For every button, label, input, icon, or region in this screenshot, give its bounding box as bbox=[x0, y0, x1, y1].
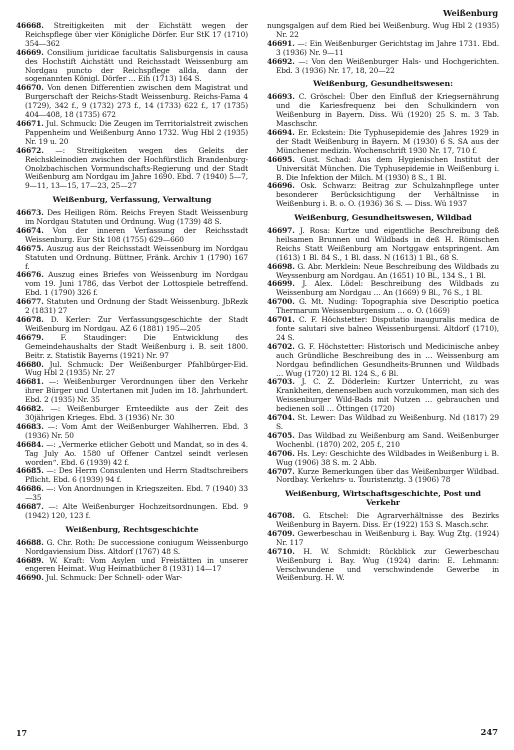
entry-text: —: Alte Weißenburger Hochzeitsordnungen. Ebd. 9 (1942) 120, 123 f. bbox=[25, 502, 248, 520]
entry-text: G. Etschel: Die Agrarverhältnisse des Bezirks Weißenburg in Bayern. Diss. Er (1922) 153 S. Masch.schr. bbox=[276, 511, 499, 530]
entry-text: G. Mt. Nuding: Topographia sive Descriptio poetica Thermarum Weissenburgensium … o. O. (1669) bbox=[276, 297, 499, 316]
entry-text: Streitigkeiten mit der Eichstätt wegen der Reichspflege über vier Königliche Dörfer. Eur StK 17 (1710) 354—362 bbox=[25, 22, 248, 48]
entry-number: 46688. bbox=[16, 537, 44, 547]
entry-text: Von denen Differentien zwischen dem Magistrat und Burgerschaft der Reichs-Stadt Weissenburg. Reichs-Fama 4 (1729), 342 f., 9 (1732) 273 f., 14 (1733) 622 f., 17 (1735) 404—408, 18 (1735) 672 bbox=[25, 83, 248, 120]
entry-number: 46708. bbox=[267, 511, 295, 521]
entry-number: 46694. bbox=[267, 127, 295, 137]
bibliography-entry bbox=[16, 485, 248, 503]
entry-text: —: Vom Amt der Weißenburger Wahlherren. Ebd. 3 (1936) Nr. 50 bbox=[25, 421, 248, 440]
section-heading: Weißenburg, Rechtsgeschichte bbox=[65, 524, 199, 534]
entry-number: 46679. bbox=[16, 332, 44, 342]
bibliography-entry bbox=[267, 156, 499, 183]
entry-number: 46675. bbox=[16, 243, 44, 253]
section-heading: Weißenburg, Wirtschaftsgeschichte, Post und Verkehr bbox=[285, 489, 481, 508]
entry-text: Osk. Schwarz: Beitrag zur Schulzahnpflege unter besonderer Berücksichtigung der Verhältnisse in Weißenburg i. B. o. O. (1936) 36 S. — Diss. Wü 1937 bbox=[276, 181, 499, 209]
entry-number: 46701. bbox=[267, 315, 295, 325]
entry-text: G. F. Höchstetter: Historisch und Medicinische anbey auch Gründliche Beschreibung des in … Weissenburg am Nordgau befindlichen Gesundheits-Brunnen und Wildbads … Wug (1720) 12 Bl. 124 S., 6 Bl. bbox=[276, 341, 499, 378]
bibliography-entry bbox=[267, 450, 499, 468]
bibliography-entry bbox=[16, 22, 248, 49]
entry-number: 46693. bbox=[267, 92, 295, 102]
bibliography-entry bbox=[267, 414, 499, 432]
entry-text: —: Des Herrn Consulenten und Herrn Stadtschreibers Pflicht. Ebd. 6 (1939) 94 f. bbox=[25, 466, 248, 485]
entry-number: 46684. bbox=[16, 439, 44, 449]
entry-number: 46699. bbox=[267, 279, 295, 289]
entry-number: 46700. bbox=[267, 297, 295, 307]
bibliography-entry bbox=[267, 548, 499, 584]
right-column bbox=[267, 22, 499, 722]
entry-number: 46690. bbox=[16, 573, 44, 583]
entry-text: Jul. Schmuck: Die Zeugen im Territorialstreit zwischen Pappenheim und Weißenburg Anno 1732. Wug Hbl 2 (1935) Nr. 19 u. 20 bbox=[25, 118, 248, 146]
entry-text: G. Chr. Roth: De successione coniugum Weissenburgo Nordgaviensium Diss. Altdorf (1767) 48 S. bbox=[25, 537, 248, 556]
entry-text: St. Lewer: Das Wildbad zu Weißenburg. Nd (1817) 29 S. bbox=[276, 413, 499, 431]
entry-text: Gewerbeschau in Weißenburg i. Bay. Wug Ztg. (1924) Nr. 117 bbox=[276, 528, 499, 547]
entry-text: Auszug aus der Reichsstadt Weissenburg im Nordgau Statuten und Ordnung. Büttner, Fränk. Archiv 1 (1790) 167 f. bbox=[25, 243, 248, 271]
section-heading: Weißenburg, Verfassung, Verwaltung bbox=[52, 195, 212, 205]
bibliography-entry bbox=[267, 58, 499, 76]
entry-number: 46670. bbox=[16, 83, 44, 93]
bibliography-entry bbox=[267, 40, 499, 58]
bibliography-entry bbox=[16, 361, 248, 379]
entry-number: 46672. bbox=[16, 145, 44, 155]
bibliography-entry bbox=[16, 298, 248, 316]
bibliography-entry bbox=[267, 298, 499, 316]
bibliography-entry bbox=[16, 147, 248, 192]
section-heading: Weißenburg, Gesundheitswesen, Wildbad bbox=[294, 213, 472, 223]
entry-number: 46673. bbox=[16, 208, 44, 218]
signature-mark: 17 bbox=[16, 728, 27, 738]
bibliography-entry bbox=[16, 539, 248, 557]
entry-text: Consilium juridicae facultatis Salisburgensis in causa des Hochstift Aichstätt und Reichsstadt Weissenburg am Nordgau puncto der Reichspflege allda, dann der sogenannten Königl. Dörfer … Eih (1713) 164 S. bbox=[25, 47, 248, 84]
bibliography-entry bbox=[16, 227, 248, 245]
entry-text: D. Kerler: Zur Verfassungsgeschichte der Stadt Weißenburg im Nordgau. AZ 6 (1881) 195—205 bbox=[25, 315, 248, 333]
section-heading: Weißenburg, Gesundheitswesen: bbox=[313, 79, 453, 89]
entry-number: 46678. bbox=[16, 315, 44, 324]
entry-number: 46705. bbox=[267, 430, 295, 440]
bibliography-entry bbox=[16, 574, 248, 583]
entry-text: Das Wildbad zu Weißenburg am Sand. Weißenburger Wochenbl. (1870) 202, 205 f., 210 bbox=[276, 430, 499, 449]
entry-number: 46676. bbox=[16, 270, 44, 280]
entry-text: J. Rosa: Kurtze und eigentliche Beschreibung deß heilsamen Brunnen und Wildbads in deß H. Römischen Reichs Statt Weißenburg am Nortggaw entspringent. Am (1613) 1 Bl. 84 S., 1 Bl. dass. N (1613) 1 Bl., 68 S. bbox=[276, 226, 499, 262]
entry-text: H. W. Schmidt: Rückblick zur Gewerbeschau Weißenburg i. Bay. Wug (1924) darin: E. Lehmann: Verschwundene und verschwindende Gewerbe in Weißenburg. H. W. bbox=[276, 546, 499, 583]
bibliography-entry bbox=[267, 263, 499, 281]
entry-number: 46689. bbox=[16, 555, 44, 565]
entry-text: Kurze Bemerkungen über das Weißenburger Wildbad. Nordbay. Verkehrs- u. Touristenztg. 3 (1906) 78 bbox=[276, 466, 499, 485]
bibliography-entry bbox=[16, 271, 248, 298]
entry-number: 46697. bbox=[267, 226, 295, 236]
bibliography-entry bbox=[16, 503, 248, 521]
bibliography-entry bbox=[16, 423, 248, 441]
entry-number: 46707. bbox=[267, 466, 295, 476]
entry-number: 46692. bbox=[267, 56, 295, 66]
entry-number: 46677. bbox=[16, 297, 44, 307]
entry-text: J. C. Z. Döderlein: Kurtzer Unterricht, zu was Krankheiten, denenselben auch vorzukommen, man sich des Weissenburger Wild-Bads mit Nutzen … gebrauchen und bedienen soll … Öttingen (1720) bbox=[276, 377, 499, 414]
entry-text: Des Heiligen Röm. Reichs Freyen Stadt Weissenburg im Nordgau Statuten und Ordnung. Wug (1739) 48 S. bbox=[25, 208, 248, 227]
bibliography-entry bbox=[267, 129, 499, 156]
entry-text: J. Alex. Lödel: Beschreibung des Wildbads zu Weissenburg am Nordgau … An (1669) 9 Bl., 76 S., 1 Bl. bbox=[276, 279, 499, 298]
entry-number: 46695. bbox=[267, 154, 295, 164]
bibliography-entry bbox=[267, 530, 499, 548]
entry-number: 46702. bbox=[267, 341, 295, 351]
entry-number: 46681. bbox=[16, 377, 44, 387]
bibliography-entry bbox=[267, 468, 499, 486]
entry-number: 46680. bbox=[16, 359, 44, 369]
bibliography-entry bbox=[267, 432, 499, 450]
entry-text: Gust. Schad: Aus dem Hygienischen Institut der Universität München. Die Typhusepidemie in Weißenburg i. B. Die Infektion der Milch. M (1930) 8 S., 1 Bl. bbox=[276, 154, 499, 182]
bibliography-entry bbox=[267, 343, 499, 379]
bibliography-entry bbox=[267, 227, 499, 263]
entry-number: 46674. bbox=[16, 225, 44, 235]
entry-number: 46706. bbox=[267, 448, 295, 458]
entry-number: 46668. bbox=[16, 22, 44, 30]
entry-text: Jul. Schmuck: Der Weißenburger Pfahlbürger-Eid. Wug Hbl 2 (1935) Nr. 27 bbox=[25, 359, 248, 378]
bibliography-entry bbox=[267, 93, 499, 129]
bibliography-entry bbox=[267, 280, 499, 298]
entry-number: 46686. bbox=[16, 484, 44, 494]
entry-text: C. Gröschel: Über den Einfluß der Kriegsernährung und die Kariesfrequenz bei den Schulkindern von Weißenburg in Bayern. Diss. Wü (1920) 25 S. m. 3 Tab. Maschschr. bbox=[276, 92, 499, 129]
entry-text: Jul. Schmuck: Der Schnell- oder War- bbox=[45, 573, 182, 583]
entry-text: —: Weißenburger Verordnungen über den Verkehr ihrer Bürger und Untertanen mit Juden im 18. Jahrhundert. Ebd. 2 (1935) Nr. 35 bbox=[25, 377, 248, 405]
bibliography-entry bbox=[16, 441, 248, 468]
entry-text: F. Staudinger: Die Entwicklung des Gemeindehaushalts der Stadt Weißenburg i. B. seit 1800. Beitr. z. Statistik Bayerns (1921) Nr. 97 bbox=[25, 332, 248, 360]
entry-number: 46687. bbox=[16, 502, 44, 512]
entry-number: 46691. bbox=[267, 38, 295, 48]
entry-text: W. Kraft: Vom Asylen und Freistätten in unserer engeren Heimat. Wug Heimatbücher 8 (1931) 14—17 bbox=[25, 555, 248, 574]
bibliography-entry bbox=[16, 84, 248, 120]
bibliography-entry bbox=[16, 334, 248, 361]
entry-text: —: Streitigkeiten wegen des Geleits der Reichskleinodien zwischen der Hochfürstlich Brandenburg-Onolzbachischen Vormundschafts-Regierung und der Stadt Weißenburg am Nordgau im Jahre 1690. Ebd. 7 (1940) 5—7, 9—11, 13—15, 17—23, 25—27 bbox=[25, 145, 248, 191]
bibliography-entry bbox=[16, 120, 248, 147]
bibliography-entry bbox=[267, 512, 499, 530]
entry-text: —: Weißenburger Ernteedikte aus der Zeit des 30jährigen Krieges. Ebd. 3 (1936) Nr. 30 bbox=[25, 404, 248, 422]
entry-text: Von der inneren Verfassung der Reichsstadt Weissenburg. Eur Stk 108 (1755) 629—660 bbox=[25, 225, 248, 244]
bibliography-entry bbox=[16, 557, 248, 575]
entry-number: 46703. bbox=[267, 377, 295, 387]
bibliography-entry bbox=[16, 245, 248, 272]
bibliography-entry bbox=[16, 49, 248, 85]
bibliography-entry bbox=[16, 467, 248, 485]
entry-text: —: Von den Weißenburger Hals- und Hochgerichten. Ebd. 3 (1936) Nr. 17, 18, 20—22 bbox=[276, 56, 499, 75]
entry-text: Auszug eines Briefes von Weissenburg im Nordgau vom 19. Juni 1786, das Verbot der Lottospiele betreffend. Ebd. 1 (1790) 326 f. bbox=[25, 270, 248, 298]
running-head: Weißenburg bbox=[443, 8, 498, 18]
entry-number: 46682. bbox=[16, 404, 44, 414]
entry-number: 46704. bbox=[267, 413, 295, 423]
entry-text: —: „Vermerke etlicher Gebott und Mandat, so in des 4. Tag July Ao. 1580 uf Offener Cantzel seindt verlesen worden“. Ebd. 6 (1939) 42 f. bbox=[25, 439, 248, 467]
bibliography-entry bbox=[16, 405, 248, 423]
entry-text: Er. Eckstein: Die Typhusepidemie des Jahres 1929 in der Stadt Weißenburg in Bayern. M (1930) 6 S. SA aus der Münchener medizin. Wochenschrift 1930 Nr. 17, 710 f. bbox=[276, 127, 499, 155]
bibliography-entry bbox=[267, 316, 499, 343]
left-column bbox=[16, 22, 248, 722]
entry-text: —: Von Anordnungen in Kriegszeiten. Ebd. 7 (1940) 33—35 bbox=[25, 484, 248, 503]
entry-text: C. F. Höchstetter: Disputatio inauguralis medica de fonte salutari sive balneo Weissenburgensi. Altdorf (1710), 24 S. bbox=[276, 315, 499, 342]
entry-number: 46685. bbox=[16, 466, 44, 476]
entry-number: 46710. bbox=[267, 546, 295, 556]
entry-number: 46709. bbox=[267, 528, 295, 538]
entry-number: 46669. bbox=[16, 47, 44, 57]
bibliography-entry bbox=[16, 378, 248, 405]
entry-continuation bbox=[267, 22, 499, 40]
bibliography-entry bbox=[267, 378, 499, 414]
entry-text: Hs. Ley: Geschichte des Wildbades in Weißenburg i. B. Wug (1906) 38 S. m. 2 Abb. bbox=[276, 448, 499, 467]
entry-text: —: Ein Weißenburger Gerichtstag im Jahre 1731. Ebd. 3 (1936) Nr. 9—11 bbox=[276, 38, 499, 57]
entry-text: G. Abr. Merklein: Neue Beschreibung des Wildbads zu Weyssenburg am Nordgau. An (1651) 10 Bl., 134 S., 1 Bl. bbox=[276, 261, 499, 280]
entry-number: 46671. bbox=[16, 118, 44, 128]
entry-number: 46696. bbox=[267, 181, 295, 191]
bibliography-entry bbox=[16, 209, 248, 227]
entry-text: nungsgalgen auf dem Ried bei Weißenburg. Wug Hbl 2 (1935) Nr. 22 bbox=[267, 22, 499, 39]
entry-number: 46683. bbox=[16, 421, 44, 431]
page-number: 247 bbox=[480, 728, 498, 738]
entry-number: 46698. bbox=[267, 261, 295, 271]
bibliography-entry bbox=[16, 316, 248, 334]
entry-text: Statuten und Ordnung der Stadt Weissenburg. JbRezk 2 (1831) 27 bbox=[25, 297, 248, 316]
bibliography-entry bbox=[267, 182, 499, 209]
